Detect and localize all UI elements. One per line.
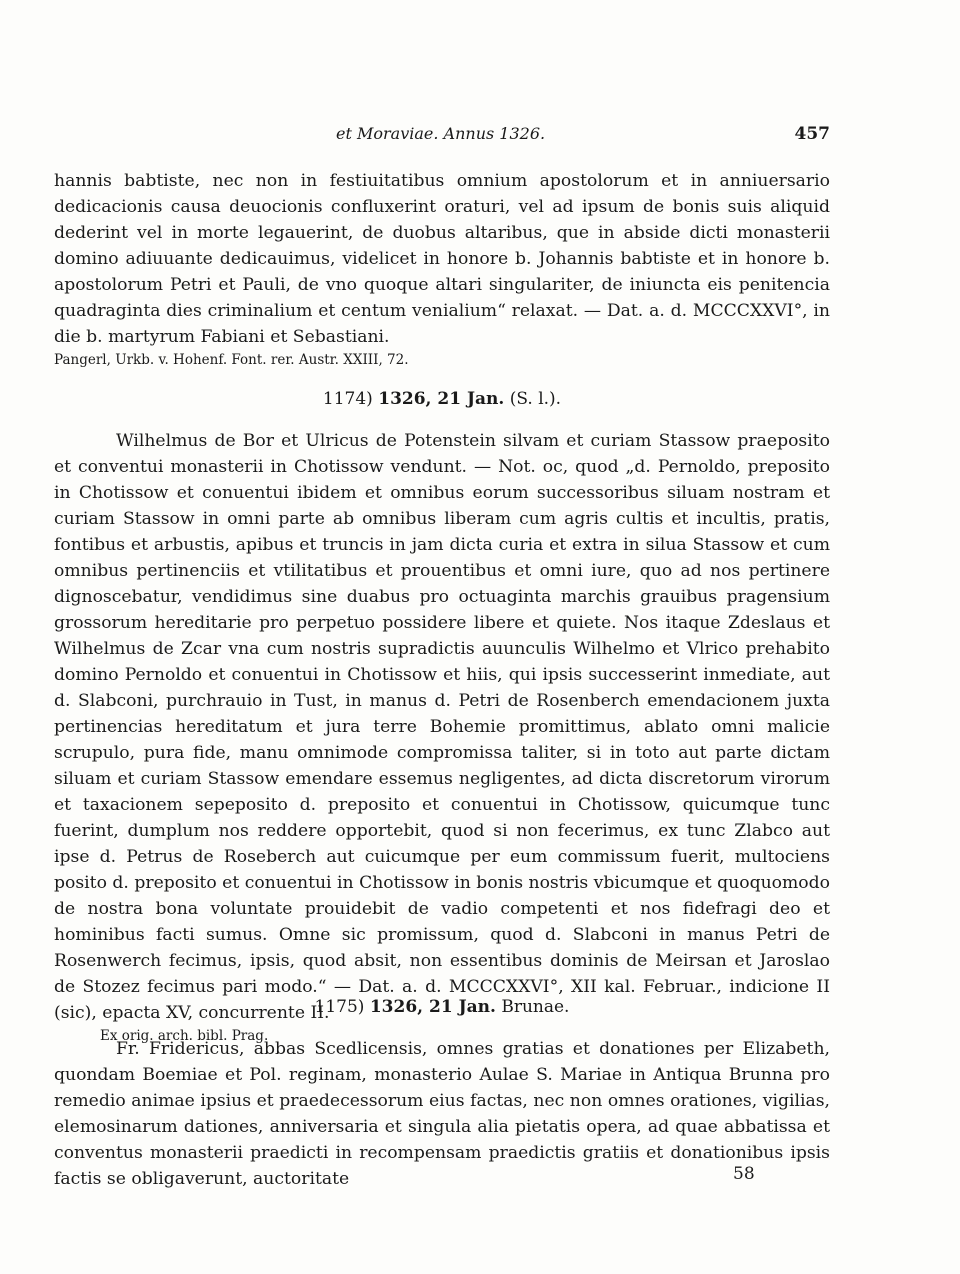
prev-entry [54, 168, 830, 370]
page-header [54, 124, 830, 150]
entry-1174-text: Wilhelmus de Bor et Ulricus de Potenstein silvam et curiam Stassow praeposito et conventui monasterii in Chotissow vendunt. — Not. oc, quod „d. Pernoldo, preposito in Chotissow et conuentui ibidem et omnibus eorum successoribus siluam nostram et curiam Stassow in omni parte ab omnibus liberam cum agris cultis et incultis, pratis, fontibus et arbustis, apibus et truncis in jam dicta curia et extra in silua Stassow et cum omnibus pertinenciis et vtilitatibus et prouentibus et omni iure, quo ad nos pertinere dignoscebatur, vendidimus sine duabus pro octuaginta marchis grauibus pragensium grossorum hereditarie pro perpetuo possidere libere et quiete. Nos itaque Zdeslaus et Wilhelmus de Zcar vna cum nostris supradictis auunculis Wilhelmo et Vlrico prehabito domino Pernoldo et conuentui in Chotissow et hiis, qui ipsis successerint inmediate, aut d. Slabconi, purchrauio in Tust, in manus d. Petri de Rosenberch emendacionem juxta pertinencias hereditatum et jura terre Bohemie promittimus, ablato omni malicie scrupulo, pura fide, manu omnimode compromissa taliter, si in toto aut parte dictam siluam et curiam Stassow emendare essemus negligentes, ad dicta discretorum virorum et taxacionem sepeposito d. preposito et conuentui in Chotissow, quicumque tunc fuerint, dumplum nos reddere opportebit, quod si non fecerimus, ex tunc Zlabco aut ipse d. Petrus de Roseberch aut cuicumque per eum commissum fuerit, multociens posito d. preposito et conuentui in Chotissow in bonis nostris vbicumque et quoquomodo de nostra bona voluntate prouidebit de vadio competenti et nos fidefragi deo et hominibus facti sumus. Omne sic promissum, quod d. Slabconi in manus Petri de Rosenwerch fecimus, ipsis, quod absit, non essentibus dominis de Meirsan et Jaroslao de Stozez fecimus pari modo.“ — Dat. a. d. MCCCXXVI°, XII kal. Februar., indicione II (sic), epacta XV, concurrente II. [54, 431, 830, 1023]
entry-1175-number: 1175) [314, 997, 365, 1017]
page-number: 457 [794, 124, 830, 144]
sheet-signature: 58 [733, 1164, 755, 1184]
entry-1175-heading [54, 994, 830, 1020]
entry-1174-citation: Ex orig. arch. bibl. Prag. [100, 1028, 269, 1044]
entry-1174-number: 1174) [322, 389, 373, 409]
entry-1174-heading [54, 386, 830, 412]
entry-1175-place: Brunae. [501, 997, 570, 1017]
entry-1174-note: (S. l.). [509, 389, 562, 409]
entry-1174 [54, 386, 830, 1046]
running-head: et Moraviae. Annus 1326. [336, 124, 546, 143]
entry-1175-date: 1326, 21 Jan. [369, 997, 496, 1017]
entry-1175-text: Fr. Fridericus, abbas Scedlicensis, omnes gratias et donationes per Elizabeth, quondam Boemiae et Pol. reginam, monasterio Aulae S. Mariae in Antiqua Brunna pro remedio animae ipsius et praedecessorum eius factas, nec non omnes orationes, vigilias, elemosinarum dationes, anniversaria et singula alia pietatis opera, ad quae abbatissa et conventus monasterii praedicti in recompensam praedictis gratiis et donationibus ipsis factis se obligaverunt, auctoritate [54, 1039, 830, 1189]
entry-1174-date: 1326, 21 Jan. [378, 389, 505, 409]
prev-entry-citation: Pangerl, Urkb. v. Hohenf. Font. rer. Austr. XXIII, 72. [54, 352, 409, 368]
entry-1175 [54, 994, 830, 1192]
prev-entry-text: hannis babtiste, nec non in festiuitatibus omnium apostolorum et in anniuersario dedicacionis causa deuocionis confluxerint oraturi, vel ad ipsum de bonis suis aliquid dederint vel in morte legauerint, de duobus altaribus, que in abside dicti monasterii domino adiuuante dedicauimus, videlicet in honore b. Johannis babtiste et in honore b. apostolorum Petri et Pauli, de vno quoque altari singulariter, de iniuncta eis penitencia quadraginta dies criminalium et centum venialium“ relaxat. — Dat. a. d. MCCCXXVI°, in die b. martyrum Fabiani et Sebastiani. [54, 171, 830, 347]
